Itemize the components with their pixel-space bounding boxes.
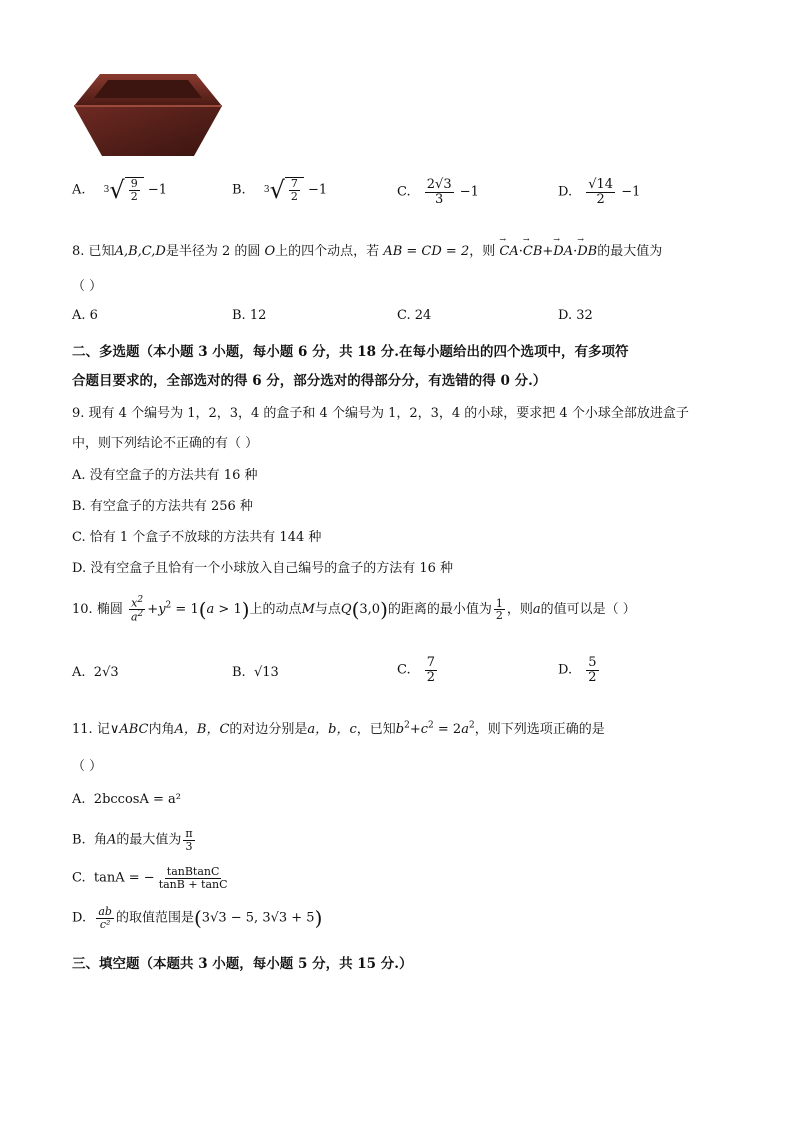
q9-option-a-text: 没有空盒子的方法共有 16 种 (89, 468, 258, 483)
wooden-measure-bowl-image (70, 68, 225, 160)
q11-option-b-pre: 角 (93, 832, 107, 848)
q9-stem-line2: 中，则下列结论不正确的有（ ） (72, 436, 259, 451)
q11-text-2: 内角 (148, 722, 175, 737)
q11-option-c-pre: tanA = − (93, 870, 155, 886)
q10-text-2: 上的动点 (249, 602, 302, 618)
q11-option-b (72, 828, 197, 852)
q11-text-3: 的对边分别是 (229, 722, 308, 737)
q11-option-d-num: ab (98, 905, 112, 918)
q9-option-a (72, 464, 257, 483)
q10-var-a: a (532, 602, 541, 618)
q10-option-c-letter: C. (397, 662, 411, 678)
q11-sides: a，b，c (307, 722, 357, 737)
q7-option-d-num: √14 (588, 177, 614, 192)
q11-option-a-text: 2bccosA = a² (93, 792, 181, 807)
q9-option-d-text: 没有空盒子且恰有一个小球放入自己编号的盒子的方法有 16 种 (90, 561, 454, 576)
q10-text-6: 的值可以是（ ） (540, 602, 636, 618)
q9-option-c-text: 恰有 1 个盒子不放球的方法共有 144 种 (89, 530, 322, 545)
q8-text-1: 已知 (88, 244, 115, 259)
q8-text-4: ，则 (469, 244, 496, 259)
q8-text-2: 是半径为 2 的圆 (165, 244, 261, 259)
q7-option-d-tail: −1 (621, 184, 641, 200)
q7-option-a-den: 2 (130, 190, 138, 203)
q10-option-b-value: √13 (253, 665, 279, 680)
q7-option-b: B. 3 √ $\frac{7}{2}$ −1 (232, 176, 328, 204)
q8-number: 8. (72, 244, 85, 259)
q7-option-b-num: 7 (290, 177, 298, 191)
q8-vector-expression: → CA·→ CB+→ DA·→ DB (499, 244, 597, 259)
q11-option-d-letter: D. (72, 910, 87, 926)
q7-option-a-letter: A. (72, 182, 86, 198)
q11-stem (72, 718, 605, 737)
q8-option-a (72, 308, 98, 323)
q11-option-b-letter: B. (72, 832, 86, 848)
q11-option-c-letter: C. (72, 870, 86, 886)
section2-heading-line1: 二、多选题（本小题 3 小题，每小题 6 分，共 18 分.在每小题给出的四个选项中，有多项符 (72, 344, 629, 360)
q10-point-q-coords: (3,0) (351, 597, 388, 622)
q10-option-b-letter: B. (232, 665, 246, 680)
q11-option-d-den: c² (99, 917, 111, 931)
q8-option-c (397, 308, 431, 323)
q8-option-a-value: 6 (89, 308, 98, 323)
q10-number: 10. (72, 602, 93, 618)
q10-option-d-num: 5 (588, 655, 597, 670)
q11-text-4: ，已知 (356, 722, 396, 737)
q7-option-b-den: 2 (290, 190, 298, 203)
q7-option-a-tail: −1 (147, 182, 168, 198)
q11-triangle: ABC (119, 722, 149, 737)
q7-option-b-root-index: 3 (263, 185, 270, 195)
q9-option-b-text: 有空盒子的方法共有 256 种 (89, 499, 253, 514)
q7-option-b-tail: −1 (308, 182, 328, 198)
q8-option-c-value: 24 (414, 308, 432, 323)
q9-stem-line1: 9. 现有 4 个编号为 1，2，3，4 的盒子和 4 个编号为 1，2，3，4 的小球，要求把 4 个小球全部放进盒子 (72, 406, 689, 421)
q11-angles: A，B，C (174, 722, 230, 737)
q10-option-c-num: 7 (426, 655, 436, 670)
q8-option-b (232, 308, 266, 323)
q7-option-a: A. 3 √ $\frac{9}{2}$ −1 (72, 176, 168, 204)
q9-option-d-letter: D. (72, 561, 87, 576)
q7-option-c-tail: −1 (459, 184, 479, 200)
q10-ellipse-equation: $\frac{x^2}{a^2}$ $+y^2 = 1(a > 1)$ (130, 595, 250, 624)
q11-option-b-num: π (185, 827, 193, 840)
q10-point-m: M (301, 602, 315, 618)
q9-option-a-letter: A. (72, 468, 86, 483)
q8-stem (72, 240, 662, 259)
q10-option-c (397, 656, 439, 684)
q9-option-d (72, 557, 453, 576)
q11-paren: （ ） (72, 759, 103, 774)
q11-option-b-var: A (106, 832, 117, 848)
q10-option-d-den: 2 (588, 669, 597, 685)
q10-option-b (232, 665, 279, 680)
q11-option-c (72, 866, 232, 890)
q10-text-5: ，则 (506, 602, 533, 618)
q8-option-d-value: 32 (576, 308, 593, 323)
q9-option-c-letter: C. (72, 530, 86, 545)
q10-option-d-letter: D. (558, 662, 573, 678)
q8-option-c-letter: C. (397, 308, 411, 323)
q7-option-a-root-index: 3 (103, 185, 110, 195)
q10-text-1: 椭圆 (96, 602, 123, 618)
q7-option-d (558, 178, 640, 206)
q10-option-a-value: 2√3 (93, 665, 119, 680)
section2-heading-line2: 合题目要求的，全部选对的得 6 分，部分选对的得部分分，有选错的得 0 分.） (72, 373, 547, 389)
q10-point-q: Q (340, 602, 352, 618)
q10-text-4: 的距离的最小值为 (387, 602, 492, 618)
q11-option-c-num: tanBtanC (166, 865, 220, 878)
q7-option-c (397, 178, 479, 206)
q8-option-d (558, 308, 593, 323)
q8-circle: O (264, 244, 276, 259)
q10-option-d (558, 656, 601, 684)
q8-points: A,B,C,D (114, 244, 166, 259)
q11-option-a (72, 792, 181, 807)
q9-option-c (72, 526, 321, 545)
q8-condition: AB = CD = 2 (383, 244, 470, 259)
q8-option-a-letter: A. (72, 308, 86, 323)
q11-option-c-den: tanB + tanC (158, 877, 228, 891)
q7-option-d-letter: D. (558, 184, 573, 200)
q10-option-c-den: 2 (426, 669, 436, 685)
q7-option-c-den: 3 (435, 191, 444, 207)
q10-option-a-letter: A. (72, 665, 86, 680)
q11-option-d-text: 的取值范围是 (115, 910, 194, 926)
q7-option-a-num: 9 (130, 177, 138, 191)
q11-text-1: 记∨ (96, 722, 120, 737)
section3-heading: 三、填空题（本题共 3 小题，每小题 5 分，共 15 分.） (72, 956, 413, 972)
q11-option-d-range: 3√3 − 5, 3√3 + 5 (201, 910, 315, 926)
q8-paren: （ ） (72, 279, 103, 294)
q8-option-d-letter: D. (558, 308, 573, 323)
q10-option-a (72, 665, 119, 680)
q9-option-b (72, 495, 253, 514)
q11-option-b-den: 3 (185, 839, 193, 853)
q7-option-c-num: 2√3 (426, 177, 452, 192)
q11-option-b-text: 的最大值为 (116, 832, 182, 848)
q11-option-d: D. $\frac{ab}{\text{c²}}$ 的取值范围是(3√3 − 5, 3√3 + 5) (72, 905, 323, 931)
q8-option-b-letter: B. (232, 308, 246, 323)
q11-text-5: ，则下列选项正确的是 (474, 722, 605, 737)
q8-option-b-value: 12 (249, 308, 267, 323)
q7-option-c-letter: C. (397, 184, 411, 200)
q8-text-5: 的最大值为 (597, 244, 663, 259)
q11-number: 11. (72, 722, 93, 737)
q7-option-d-den: 2 (596, 191, 605, 207)
q11-condition: $b^2+c^2 = 2a^2$ (395, 720, 475, 737)
q10-stem: 10. 椭圆 $\frac{x^2}{a^2}$ $+y^2 = 1(a > 1)$上的动点M与点Q(3,0)的距离的最小值为 $\frac{1}{2}$ ，则a的值可以是（ ） (72, 595, 636, 624)
q11-option-a-letter: A. (72, 792, 86, 807)
q8-text-3: 上的四个动点，若 (275, 244, 380, 259)
q9-option-b-letter: B. (72, 499, 86, 514)
q10-text-3: 与点 (314, 602, 341, 618)
q7-option-b-letter: B. (232, 182, 246, 198)
